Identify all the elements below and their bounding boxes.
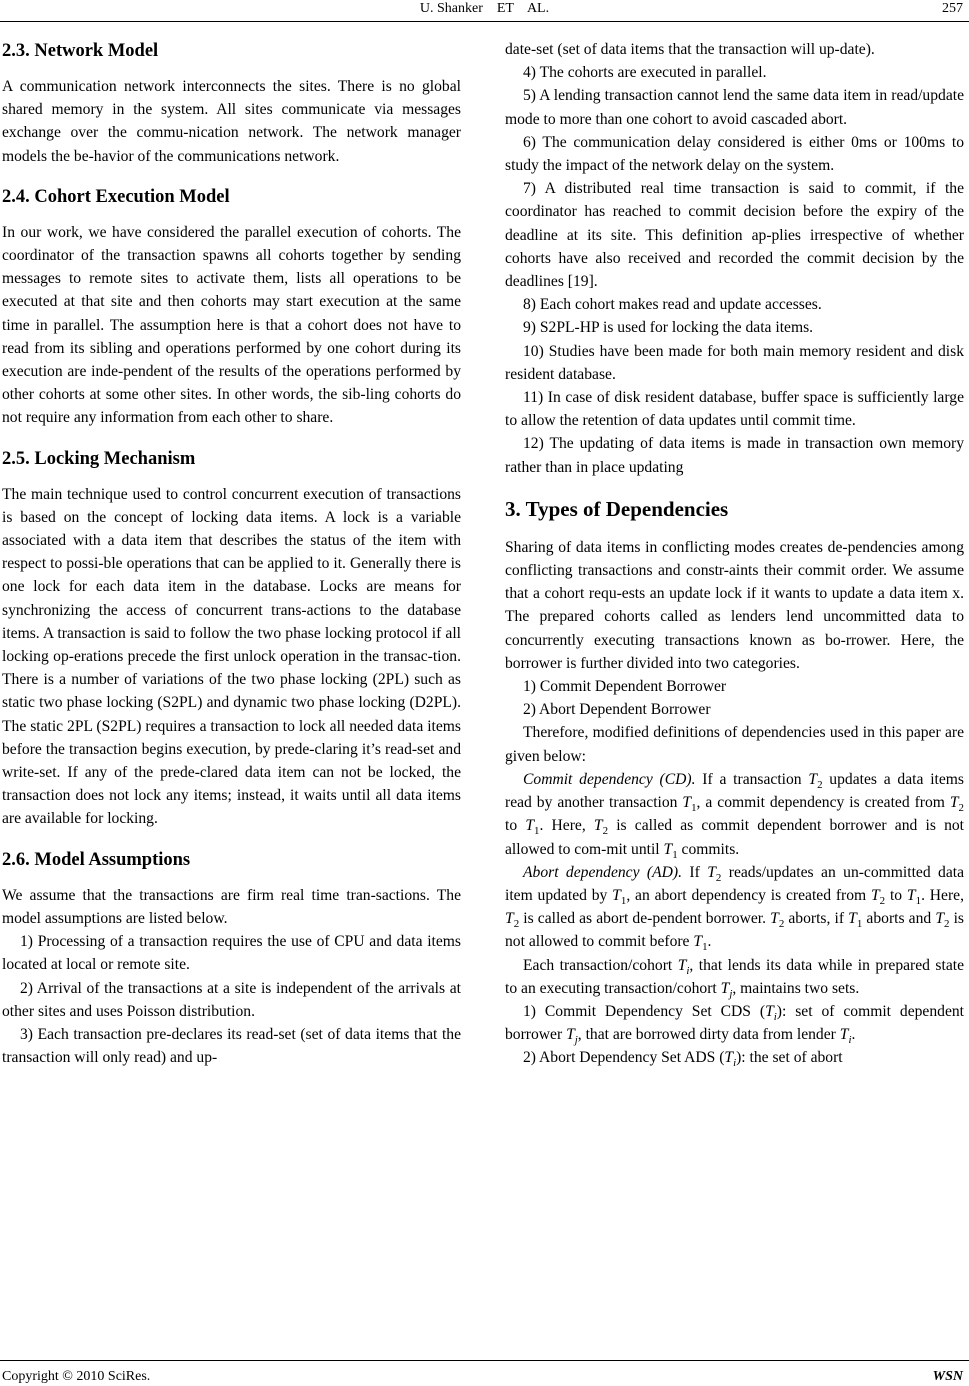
assumption-7: 7) A distributed real time transaction is said to commit, if the coordinator has reached to commit decision before the expiry of the deadline at its site. This definition ap-plies irrespective of whether cohorts have also received and recorded the commit decision by the deadlines [19]. [505, 180, 964, 291]
assumption-12: 12) The updating of data items is made in transaction own memory rather than in place updating [505, 435, 964, 476]
section-2-5-title: 2.5. Locking Mechanism [2, 448, 196, 469]
right-column [505, 38, 964, 1070]
assumption-3: 3) Each transaction pre-declares its read-set (set of data items that the transaction will only read) and up- [2, 1025, 461, 1067]
assumption-3-continued: date-set (set of data items that the transaction will up-date). [505, 41, 875, 58]
section-2-3-title: 2.3. Network Model [2, 41, 159, 61]
section-2-4-title: 2.4. Cohort Execution Model [2, 186, 230, 207]
abort-dependency-set: 2) Abort Dependency Set ADS $(T_i)$: the set of abort [523, 1049, 843, 1070]
lender-sets-paragraph: Each transaction/cohort $T_i$, that lends its data while in prepared state to an executing transaction/cohort $T_j$, maintains two sets. [505, 956, 965, 1000]
section-3-paragraph: Sharing of data items in conflicting modes creates de-pendencies among conflicting transactions and constr-aints their commit order. We assume that a cohort requ-ests an update lock if it wants to update a data item x. The prepared cohorts called as lenders lend uncommitted data to concurrently executing transactions known as bo-rrower. Here, the borrower is further divided into two categories. [505, 538, 964, 672]
commit-dependency-set: 1) Commit Dependency Set CDS $(T_i)$: set of commit dependent borrower $T_j$, that are borrowed dirty data from lender $T_i$. [505, 1002, 964, 1047]
assumption-2: 2) Arrival of the transactions at a site is independent of the arrivals at other sites and uses Poisson distribution. [2, 979, 461, 1020]
left-column [2, 38, 461, 1069]
section-3-title: 3. Types of Dependencies [505, 496, 729, 521]
assumption-10: 10) Studies have been made for both main memory resident and disk resident database. [505, 342, 964, 383]
borrower-category-2: 2) Abort Dependent Borrower [523, 701, 711, 719]
borrower-category-1: 1) Commit Dependent Borrower [523, 678, 727, 696]
running-header [0, 0, 969, 22]
header-rule [0, 21, 969, 22]
assumption-1: 1) Processing of a transaction requires the use of CPU and data items located at local or remote site. [2, 933, 461, 974]
assumption-6: 6) The communication delay considered is either 0ms or 100ms to study the impact of the network delay on the system. [505, 133, 964, 175]
commit-dependency-definition: Commit dependency (CD). If a transaction $T_2$ updates a data items read by another transaction $T_1$, a commit dependency is created from $T_2$ to $T_1$. Here, $T_2$ is called as commit dependent borrower and is not allowed to com-mit until $T_1$ commits. [505, 770, 964, 861]
section-2-3-paragraph: A communication network interconnects the sites. There is no global shared memory in the system. All sites communicate via messages exchange over the commu-nication network. The network manager models the be-havior of the communications network. [2, 78, 461, 165]
ad-term: Abort dependency (AD). [523, 863, 682, 881]
assumption-4: 4) The cohorts are executed in parallel. [523, 64, 767, 82]
running-authors: U. Shanker ET AL. [419, 1, 550, 16]
section-2-4-paragraph: In our work, we have considered the parallel execution of cohorts. The coordinator of the transaction spawns all cohorts together by sending messages to remote sites to activate them, lists all operations to be executed at that site and then cohorts may start execution at the same time in parallel. The assumption here is that a cohort does not have to read from its sibling and operations performed by one cohort during its execution are inde-pendent of the results of the operations performed by other cohorts at some other sites. In other words, the sib-ling cohorts do not require any information from each other to share. [2, 223, 461, 427]
section-2-6-title: 2.6. Model Assumptions [2, 849, 191, 870]
definitions-intro: Therefore, modified definitions of dependencies used in this paper are given below: [505, 724, 964, 765]
abort-dependency-definition: Abort dependency (AD). If $T_2$ reads/updates an un-committed data item updated by $T_1$, an abort dependency is created from $T_2$ to $T_1$. Here, $T_2$ is called as abort de-pendent borrower. $T_2$ aborts, if $T_1$ aborts and $T_2$ is not allowed to commit before $T_1$. [505, 863, 964, 954]
copyright-notice: Copyright © 2010 SciRes. [2, 1369, 151, 1384]
section-2-6-intro: We assume that the transactions are firm real time tran-sactions. The model assumptions are listed below. [2, 886, 461, 927]
section-2-5-paragraph: The main technique used to control concurrent execution of transactions is based on the concept of locking data items. A lock is a variable associated with a data item that describes the status of the item with respect to possi-ble operations that can be applied to it. Generally there is one lock for each data item in the database. Locks are means for synchronizing the access of concurrent trans-actions to the database items. A transaction is said to follow the two phase locking protocol if all locking op-erations precede the first unlock operation in the transac-tion. There is a number of variations of the two phase locking (2PL) such as static two phase locking (S2PL) and dynamic two phase locking (D2PL). The static 2PL (S2PL) requires a transaction to lock all needed data items before the transaction begins execution, by prede-claring it’s read-set and write-set. If any of the prede-clared data item can not be locked, the transaction does not lock any items; instead, it waits until all data items are available for locking. [2, 485, 461, 828]
assumption-9: 9) S2PL-HP is used for locking the data items. [523, 319, 814, 337]
cd-term: Commit dependency (CD). [523, 770, 696, 788]
assumption-8: 8) Each cohort makes read and update accesses. [523, 296, 822, 314]
journal-name: WSN [932, 1369, 963, 1384]
assumption-5: 5) A lending transaction cannot lend the same data item in read/update mode to more than one cohort to avoid cascaded abort. [505, 87, 964, 128]
assumption-11: 11) In case of disk resident database, buffer space is sufficiently large to allow the retention of data updates until commit time. [505, 389, 964, 430]
page-number: 257 [942, 1, 963, 16]
footer-rule [0, 1360, 969, 1361]
